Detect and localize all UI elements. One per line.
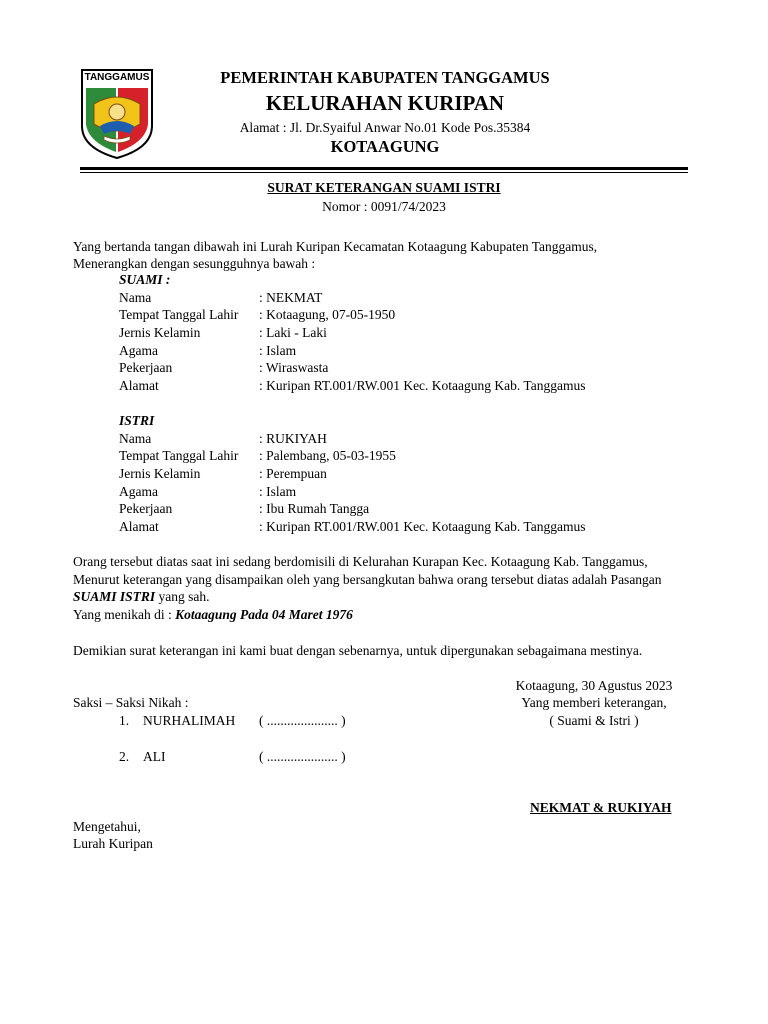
istri-heading: ISTRI [119, 413, 155, 428]
field-label: Tempat Tanggal Lahir [119, 307, 239, 322]
header-rule-thin [80, 172, 688, 173]
intro-line-1: Yang bertanda tangan dibawah ini Lurah Kuripan Kecamatan Kotaagung Kabupaten Tanggamus, [73, 239, 598, 254]
closing-statement: Demikian surat keterangan ini kami buat dengan sebenarnya, untuk dipergunakan sebagaimana mestinya. [73, 643, 643, 658]
signature-names: NEKMAT & RUKIYAH [530, 800, 672, 815]
header-rule-thick [80, 167, 688, 170]
field-value: : Kuripan RT.001/RW.001 Kec. Kotaagung Kab. Tanggamus [259, 378, 586, 393]
letter-title-wrap [0, 179, 768, 196]
intro-line-2: Menerangkan dengan sesungguhnya bawah : [73, 256, 316, 271]
header-kelurahan: KELURAHAN KURIPAN [265, 91, 505, 115]
field-value: : Ibu Rumah Tangga [259, 501, 370, 516]
field-value: : RUKIYAH [259, 431, 327, 446]
field-label: Tempat Tanggal Lahir [119, 448, 239, 463]
header-city: KOTAAGUNG [330, 137, 440, 156]
letter-title: SURAT KETERANGAN SUAMI ISTRI [267, 180, 501, 195]
signature-giver: Yang memberi keterangan, [521, 695, 667, 710]
field-label: Pekerjaan [119, 360, 173, 375]
witness-signature-line: ( ..................... ) [259, 713, 346, 728]
field-label: Agama [119, 343, 158, 358]
approval-line-2: Lurah Kuripan [73, 836, 153, 851]
field-label: Alamat [119, 378, 159, 393]
field-value: : Wiraswasta [259, 360, 329, 375]
witness-name: ALI [143, 749, 166, 764]
field-value: : Islam [259, 484, 297, 499]
logo-text: TANGGAMUS [84, 72, 150, 83]
body-para-1: Orang tersebut diatas saat ini sedang berdomisili di Kelurahan Kurapan Kec. Kotaagung Kab. Tanggamus, [73, 554, 648, 569]
body-para-2: Menurut keterangan yang disampaikan oleh yang bersangkutan bahwa orang tersebut diatas adalah Pasangan [73, 572, 662, 587]
header-government: PEMERINTAH KABUPATEN TANGGAMUS [220, 68, 550, 87]
field-value: : Islam [259, 343, 297, 358]
field-value: : Palembang, 05-03-1955 [259, 448, 396, 463]
field-value: : NEKMAT [259, 290, 323, 305]
married-line [73, 606, 353, 623]
field-label: Jernis Kelamin [119, 466, 201, 481]
field-value: : Laki - Laki [259, 325, 327, 340]
witness-number: 2. [119, 749, 130, 764]
witness-signature-line: ( ..................... ) [259, 749, 346, 764]
witness-name: NURHALIMAH [143, 713, 236, 728]
body-para-3-rest: yang sah. [155, 589, 210, 604]
body-para-3 [73, 588, 210, 605]
field-value: : Perempuan [259, 466, 327, 481]
witness-heading: Saksi – Saksi Nikah : [73, 695, 189, 710]
witness-number: 1. [119, 713, 130, 728]
signature-date: Kotaagung, 30 Agustus 2023 [515, 678, 673, 693]
field-label: Pekerjaan [119, 501, 173, 516]
signature-role: ( Suami & Istri ) [549, 713, 639, 728]
field-label: Nama [119, 290, 152, 305]
married-label: Yang menikah di : [73, 607, 176, 622]
field-label: Nama [119, 431, 152, 446]
suami-istri-emphasis: SUAMI ISTRI [73, 589, 156, 604]
letter-number: Nomor : 0091/74/2023 [322, 199, 446, 214]
suami-heading: SUAMI : [119, 272, 171, 287]
approval-line-1: Mengetahui, [73, 819, 141, 834]
field-label: Alamat [119, 519, 159, 534]
tanggamus-logo [80, 68, 154, 160]
married-value: Kotaagung Pada 04 Maret 1976 [175, 607, 353, 622]
field-value: : Kuripan RT.001/RW.001 Kec. Kotaagung Kab. Tanggamus [259, 519, 586, 534]
header-address: Alamat : Jl. Dr.Syaiful Anwar No.01 Kode Pos.35384 [239, 120, 531, 135]
field-value: : Kotaagung, 07-05-1950 [259, 307, 396, 322]
field-label: Jernis Kelamin [119, 325, 201, 340]
field-label: Agama [119, 484, 158, 499]
